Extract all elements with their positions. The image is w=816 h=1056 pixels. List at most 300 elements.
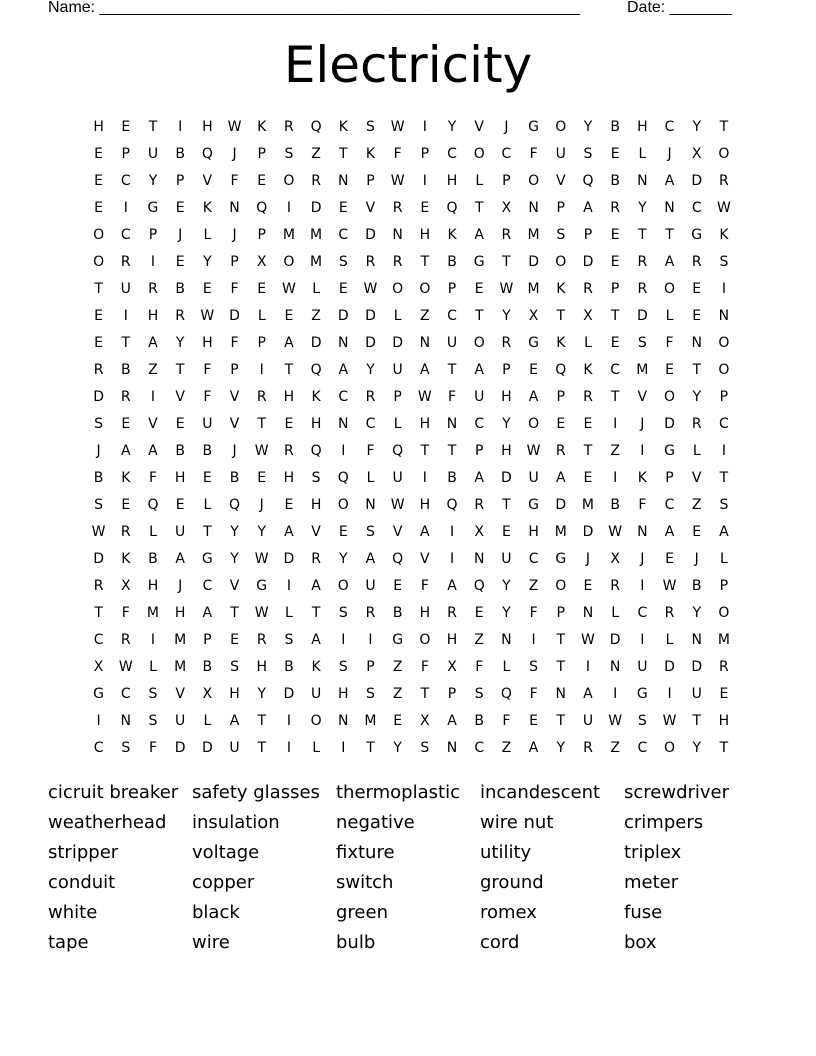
grid-letter[interactable]: I — [150, 254, 156, 270]
grid-letter[interactable]: N — [473, 551, 485, 567]
grid-letter[interactable]: H — [310, 497, 322, 513]
grid-letter[interactable]: X — [202, 686, 213, 702]
grid-letter[interactable]: R — [256, 389, 267, 405]
grid-letter[interactable]: T — [284, 362, 294, 378]
grid-letter[interactable]: K — [637, 470, 647, 486]
grid-letter[interactable]: P — [583, 227, 593, 243]
grid-letter[interactable]: Y — [230, 524, 239, 540]
grid-letter[interactable]: B — [120, 362, 131, 378]
grid-letter[interactable]: W — [254, 443, 269, 459]
grid-letter[interactable]: I — [150, 632, 156, 648]
grid-letter[interactable]: D — [528, 254, 539, 270]
grid-letter[interactable]: N — [120, 713, 132, 729]
grid-letter[interactable]: H — [419, 497, 431, 513]
grid-letter[interactable]: N — [338, 713, 349, 729]
grid-letter[interactable]: P — [610, 281, 620, 297]
grid-letter[interactable]: D — [337, 308, 349, 324]
grid-letter[interactable]: F — [230, 335, 239, 351]
grid-letter[interactable]: P — [121, 146, 130, 162]
grid-letter[interactable]: T — [447, 443, 457, 459]
grid-letter[interactable]: U — [229, 740, 240, 756]
grid-letter[interactable]: Z — [610, 740, 620, 756]
grid-letter[interactable]: O — [718, 362, 730, 378]
grid-letter[interactable]: N — [582, 605, 594, 621]
name-field-label[interactable]: Name: ______________________________________________________ — [48, 0, 581, 16]
grid-letter[interactable]: L — [393, 308, 402, 324]
grid-letter[interactable]: T — [692, 713, 701, 729]
grid-letter[interactable]: I — [613, 416, 618, 432]
grid-letter[interactable]: T — [94, 605, 103, 621]
grid-letter[interactable]: F — [665, 335, 674, 351]
grid-letter[interactable]: D — [392, 335, 404, 351]
grid-letter[interactable]: R — [610, 578, 621, 594]
grid-letter[interactable]: V — [392, 524, 403, 540]
grid-letter[interactable]: S — [556, 227, 566, 243]
grid-letter[interactable]: Y — [692, 740, 701, 756]
grid-letter[interactable]: Q — [310, 362, 322, 378]
grid-letter[interactable]: F — [529, 686, 538, 702]
grid-letter[interactable]: P — [447, 686, 457, 702]
grid-letter[interactable]: O — [473, 146, 485, 162]
grid-letter[interactable]: P — [502, 362, 511, 378]
grid-letter[interactable]: Q — [555, 362, 567, 378]
grid-letter[interactable]: E — [556, 416, 566, 432]
grid-letter[interactable]: F — [420, 578, 429, 594]
grid-letter[interactable]: B — [447, 254, 457, 270]
grid-letter[interactable]: E — [202, 470, 212, 486]
grid-letter[interactable]: B — [610, 497, 620, 513]
grid-letter[interactable]: O — [419, 632, 431, 648]
grid-letter[interactable]: A — [229, 713, 240, 729]
grid-letter[interactable]: I — [640, 632, 645, 648]
grid-letter[interactable]: B — [202, 443, 213, 459]
grid-letter[interactable]: M — [310, 254, 323, 270]
grid-letter[interactable]: Y — [502, 416, 511, 432]
grid-letter[interactable]: U — [365, 578, 376, 594]
grid-letter[interactable]: X — [501, 200, 512, 216]
grid-letter[interactable]: M — [717, 632, 730, 648]
grid-letter[interactable]: Y — [502, 605, 511, 621]
grid-letter[interactable]: V — [474, 119, 484, 135]
grid-letter[interactable]: B — [202, 659, 213, 675]
grid-letter[interactable]: E — [94, 200, 104, 216]
grid-letter[interactable]: E — [338, 281, 348, 297]
grid-letter[interactable]: V — [148, 416, 158, 432]
grid-letter[interactable]: L — [692, 443, 701, 459]
grid-letter[interactable]: U — [637, 659, 648, 675]
grid-letter[interactable]: H — [229, 686, 240, 702]
grid-letter[interactable]: D — [283, 686, 295, 702]
grid-letter[interactable]: A — [583, 686, 593, 702]
grid-letter[interactable]: E — [94, 335, 104, 351]
grid-letter[interactable]: N — [338, 335, 349, 351]
grid-letter[interactable]: Q — [310, 443, 322, 459]
grid-letter[interactable]: H — [419, 416, 431, 432]
grid-letter[interactable]: H — [501, 443, 512, 459]
grid-letter[interactable]: A — [420, 524, 430, 540]
grid-letter[interactable]: T — [230, 605, 239, 621]
grid-letter[interactable]: Q — [473, 578, 485, 594]
grid-letter[interactable]: L — [203, 227, 212, 243]
grid-letter[interactable]: R — [555, 443, 566, 459]
grid-letter[interactable]: E — [610, 254, 620, 270]
grid-letter[interactable]: K — [583, 362, 593, 378]
grid-letter[interactable]: W — [662, 578, 677, 594]
grid-letter[interactable]: D — [664, 416, 675, 432]
grid-letter[interactable]: F — [366, 443, 375, 459]
grid-letter[interactable]: Z — [420, 308, 430, 324]
grid-letter[interactable]: R — [284, 119, 294, 135]
grid-letter[interactable]: Q — [229, 497, 241, 513]
grid-letter[interactable]: C — [447, 146, 457, 162]
grid-letter[interactable]: D — [229, 308, 240, 324]
grid-letter[interactable]: Y — [393, 740, 402, 756]
grid-letter[interactable]: V — [311, 524, 321, 540]
grid-letter[interactable]: F — [393, 146, 402, 162]
grid-letter[interactable]: Y — [583, 119, 593, 135]
grid-letter[interactable]: X — [93, 659, 104, 675]
grid-letter[interactable]: G — [528, 497, 540, 513]
grid-letter[interactable]: I — [341, 740, 346, 756]
grid-letter[interactable]: S — [311, 470, 321, 486]
grid-letter[interactable]: Y — [203, 254, 212, 270]
grid-letter[interactable]: S — [420, 740, 430, 756]
grid-letter[interactable]: E — [94, 146, 104, 162]
grid-letter[interactable]: F — [529, 146, 538, 162]
grid-letter[interactable]: E — [665, 551, 674, 567]
grid-letter[interactable]: W — [581, 632, 595, 648]
grid-letter[interactable]: V — [175, 389, 185, 405]
grid-letter[interactable]: T — [148, 119, 158, 135]
grid-letter[interactable]: S — [338, 659, 348, 675]
grid-letter[interactable]: T — [420, 443, 430, 459]
grid-letter[interactable]: E — [175, 200, 185, 216]
grid-letter[interactable]: B — [447, 470, 457, 486]
grid-letter[interactable]: B — [148, 551, 158, 567]
grid-letter[interactable]: C — [664, 119, 675, 135]
grid-letter[interactable]: N — [392, 227, 403, 243]
grid-letter[interactable]: H — [202, 119, 213, 135]
grid-letter[interactable]: I — [613, 470, 618, 486]
grid-letter[interactable]: F — [420, 659, 429, 675]
grid-letter[interactable]: E — [610, 335, 620, 351]
grid-letter[interactable]: U — [582, 713, 594, 729]
grid-letter[interactable]: U — [555, 146, 566, 162]
grid-letter[interactable]: P — [474, 443, 484, 459]
grid-letter[interactable]: R — [284, 443, 294, 459]
grid-letter[interactable]: P — [366, 659, 375, 675]
date-field-label[interactable]: Date: _______ — [627, 0, 732, 16]
grid-letter[interactable]: T — [339, 146, 348, 162]
grid-letter[interactable]: E — [338, 200, 348, 216]
grid-letter[interactable]: J — [178, 578, 183, 594]
grid-letter[interactable]: O — [337, 497, 349, 513]
grid-letter[interactable]: S — [637, 713, 647, 729]
grid-letter[interactable]: C — [474, 416, 485, 432]
grid-letter[interactable]: B — [284, 659, 294, 675]
grid-letter[interactable]: K — [365, 146, 376, 162]
grid-letter[interactable]: N — [691, 335, 702, 351]
grid-letter[interactable]: T — [447, 362, 457, 378]
grid-letter[interactable]: Y — [502, 578, 511, 594]
grid-letter[interactable]: D — [609, 632, 621, 648]
grid-letter[interactable]: Q — [147, 497, 159, 513]
grid-letter[interactable]: A — [284, 335, 294, 351]
grid-letter[interactable]: A — [528, 740, 539, 756]
grid-letter[interactable]: I — [531, 632, 536, 648]
grid-letter[interactable]: A — [175, 551, 185, 567]
grid-letter[interactable]: I — [449, 551, 455, 567]
grid-letter[interactable]: V — [555, 173, 566, 189]
grid-letter[interactable]: R — [501, 335, 512, 351]
grid-letter[interactable]: W — [227, 119, 242, 135]
grid-letter[interactable]: F — [448, 389, 457, 405]
grid-letter[interactable]: B — [93, 470, 104, 486]
grid-letter[interactable]: A — [719, 524, 729, 540]
grid-letter[interactable]: Q — [337, 470, 349, 486]
grid-letter[interactable]: T — [556, 308, 566, 324]
grid-letter[interactable]: R — [120, 254, 131, 270]
grid-letter[interactable]: L — [203, 713, 212, 729]
grid-letter[interactable]: Y — [692, 605, 701, 621]
grid-letter[interactable]: I — [613, 686, 618, 702]
grid-letter[interactable]: N — [609, 659, 621, 675]
grid-letter[interactable]: N — [338, 173, 349, 189]
grid-letter[interactable]: V — [229, 416, 240, 432]
grid-letter[interactable]: B — [175, 146, 185, 162]
grid-letter[interactable]: A — [148, 335, 158, 351]
grid-letter[interactable]: A — [664, 173, 675, 189]
grid-letter[interactable]: A — [365, 551, 376, 567]
grid-letter[interactable]: H — [718, 713, 730, 729]
grid-letter[interactable]: L — [257, 308, 266, 324]
grid-letter[interactable]: A — [148, 443, 158, 459]
grid-letter[interactable]: O — [93, 254, 105, 270]
grid-letter[interactable]: Z — [148, 362, 158, 378]
grid-letter[interactable]: H — [419, 227, 431, 243]
grid-letter[interactable]: O — [392, 281, 404, 297]
grid-letter[interactable]: H — [147, 308, 159, 324]
grid-letter[interactable]: L — [475, 173, 484, 189]
grid-letter[interactable]: P — [719, 389, 729, 405]
grid-letter[interactable]: Y — [257, 686, 266, 702]
grid-letter[interactable]: R — [148, 281, 158, 297]
grid-letter[interactable]: H — [174, 470, 186, 486]
grid-letter[interactable]: M — [310, 227, 323, 243]
grid-letter[interactable]: E — [420, 200, 430, 216]
grid-letter[interactable]: O — [555, 254, 567, 270]
grid-letter[interactable]: C — [637, 605, 648, 621]
grid-letter[interactable]: D — [691, 173, 703, 189]
grid-letter[interactable]: O — [283, 173, 295, 189]
grid-letter[interactable]: D — [691, 659, 703, 675]
grid-letter[interactable]: H — [446, 173, 458, 189]
grid-letter[interactable]: L — [366, 470, 375, 486]
grid-letter[interactable]: R — [120, 632, 131, 648]
grid-letter[interactable]: D — [310, 200, 322, 216]
grid-letter[interactable]: R — [120, 389, 131, 405]
grid-letter[interactable]: W — [91, 524, 106, 540]
grid-letter[interactable]: K — [556, 335, 566, 351]
grid-letter[interactable]: T — [502, 254, 511, 270]
grid-letter[interactable]: P — [257, 335, 266, 351]
grid-letter[interactable]: C — [93, 632, 104, 648]
grid-letter[interactable]: L — [720, 551, 728, 567]
grid-letter[interactable]: A — [202, 605, 213, 621]
grid-letter[interactable]: B — [691, 578, 702, 594]
grid-letter[interactable]: T — [719, 119, 729, 135]
grid-letter[interactable]: C — [93, 740, 104, 756]
grid-letter[interactable]: D — [555, 497, 567, 513]
grid-letter[interactable]: I — [449, 524, 455, 540]
grid-letter[interactable]: V — [229, 389, 240, 405]
grid-letter[interactable]: R — [474, 497, 485, 513]
grid-letter[interactable]: I — [667, 686, 672, 702]
grid-letter[interactable]: H — [147, 578, 159, 594]
grid-letter[interactable]: Y — [447, 119, 457, 135]
grid-letter[interactable]: X — [583, 308, 593, 324]
grid-letter[interactable]: F — [203, 362, 212, 378]
grid-letter[interactable]: B — [175, 443, 185, 459]
grid-letter[interactable]: U — [202, 416, 213, 432]
grid-letter[interactable]: Q — [310, 119, 322, 135]
grid-letter[interactable]: K — [311, 389, 321, 405]
grid-letter[interactable]: H — [174, 605, 186, 621]
grid-letter[interactable]: B — [175, 281, 185, 297]
grid-letter[interactable]: I — [341, 443, 346, 459]
grid-letter[interactable]: D — [582, 254, 594, 270]
grid-letter[interactable]: G — [636, 686, 648, 702]
grid-letter[interactable]: E — [692, 281, 702, 297]
grid-letter[interactable]: U — [120, 281, 131, 297]
grid-letter[interactable]: T — [665, 227, 674, 243]
grid-letter[interactable]: R — [610, 200, 621, 216]
grid-letter[interactable]: A — [664, 254, 675, 270]
grid-letter[interactable]: H — [310, 416, 322, 432]
grid-letter[interactable]: D — [93, 551, 104, 567]
grid-letter[interactable]: T — [719, 470, 729, 486]
grid-letter[interactable]: Z — [392, 686, 403, 702]
grid-letter[interactable]: U — [446, 335, 458, 351]
grid-letter[interactable]: G — [473, 254, 485, 270]
grid-letter[interactable]: T — [257, 416, 266, 432]
grid-letter[interactable]: M — [174, 659, 187, 675]
grid-letter[interactable]: K — [338, 119, 348, 135]
grid-letter[interactable]: S — [637, 335, 647, 351]
grid-letter[interactable]: I — [96, 713, 101, 729]
grid-letter[interactable]: W — [662, 713, 677, 729]
grid-letter[interactable]: C — [447, 308, 457, 324]
grid-letter[interactable]: R — [256, 632, 267, 648]
grid-letter[interactable]: N — [365, 497, 376, 513]
grid-letter[interactable]: J — [667, 146, 672, 162]
grid-letter[interactable]: C — [474, 740, 485, 756]
grid-letter[interactable]: E — [202, 281, 212, 297]
grid-letter[interactable]: O — [664, 281, 676, 297]
grid-letter[interactable]: W — [254, 605, 269, 621]
grid-letter[interactable]: F — [230, 173, 239, 189]
grid-letter[interactable]: D — [365, 227, 376, 243]
grid-letter[interactable]: P — [148, 227, 158, 243]
grid-letter[interactable]: A — [447, 713, 457, 729]
grid-letter[interactable]: O — [555, 578, 567, 594]
grid-letter[interactable]: W — [118, 659, 133, 675]
grid-letter[interactable]: E — [94, 173, 104, 189]
grid-letter[interactable]: Z — [528, 578, 539, 594]
grid-letter[interactable]: W — [390, 497, 405, 513]
grid-letter[interactable]: J — [259, 497, 264, 513]
grid-letter[interactable]: W — [363, 281, 378, 297]
grid-letter[interactable]: F — [148, 740, 157, 756]
grid-letter[interactable]: O — [664, 740, 676, 756]
grid-letter[interactable]: I — [341, 632, 346, 648]
grid-letter[interactable]: A — [583, 200, 593, 216]
grid-letter[interactable]: P — [719, 578, 729, 594]
grid-letter[interactable]: R — [637, 281, 648, 297]
grid-letter[interactable]: Z — [474, 632, 485, 648]
grid-letter[interactable]: A — [555, 470, 566, 486]
grid-letter[interactable]: Y — [692, 119, 701, 135]
grid-letter[interactable]: H — [93, 119, 104, 135]
grid-letter[interactable]: X — [420, 713, 430, 729]
grid-letter[interactable]: C — [691, 200, 702, 216]
grid-letter[interactable]: O — [419, 281, 431, 297]
grid-letter[interactable]: N — [446, 416, 458, 432]
grid-letter[interactable]: E — [501, 524, 511, 540]
grid-letter[interactable]: G — [691, 227, 703, 243]
grid-letter[interactable]: W — [716, 200, 731, 216]
grid-letter[interactable]: T — [638, 227, 647, 243]
grid-letter[interactable]: R — [691, 254, 702, 270]
grid-letter[interactable]: R — [392, 200, 403, 216]
grid-letter[interactable]: A — [447, 578, 457, 594]
grid-letter[interactable]: P — [257, 227, 266, 243]
grid-letter[interactable]: R — [719, 173, 729, 189]
grid-letter[interactable]: J — [232, 443, 237, 459]
grid-letter[interactable]: K — [121, 551, 131, 567]
grid-letter[interactable]: Y — [638, 200, 647, 216]
grid-letter[interactable]: X — [256, 254, 267, 270]
grid-letter[interactable]: Q — [256, 200, 268, 216]
grid-letter[interactable]: Q — [446, 200, 458, 216]
grid-letter[interactable]: Z — [691, 497, 702, 513]
grid-letter[interactable]: E — [393, 578, 403, 594]
grid-letter[interactable]: F — [230, 281, 239, 297]
grid-letter[interactable]: F — [638, 497, 647, 513]
grid-letter[interactable]: L — [312, 281, 320, 297]
grid-letter[interactable]: O — [718, 335, 730, 351]
grid-letter[interactable]: C — [637, 740, 648, 756]
grid-letter[interactable]: M — [174, 632, 187, 648]
grid-letter[interactable]: X — [447, 659, 457, 675]
grid-letter[interactable]: C — [528, 551, 539, 567]
grid-letter[interactable]: V — [365, 200, 376, 216]
grid-letter[interactable]: N — [229, 200, 240, 216]
grid-letter[interactable]: A — [338, 362, 349, 378]
grid-letter[interactable]: Q — [446, 497, 458, 513]
grid-letter[interactable]: C — [365, 416, 376, 432]
grid-letter[interactable]: O — [664, 389, 676, 405]
grid-letter[interactable]: U — [392, 470, 403, 486]
grid-letter[interactable]: L — [149, 659, 157, 675]
grid-letter[interactable]: T — [175, 362, 185, 378]
grid-letter[interactable]: T — [583, 443, 593, 459]
grid-letter[interactable]: E — [257, 173, 267, 189]
grid-letter[interactable]: F — [121, 605, 130, 621]
grid-letter[interactable]: G — [147, 200, 159, 216]
grid-letter[interactable]: R — [392, 254, 403, 270]
grid-letter[interactable]: D — [664, 659, 675, 675]
